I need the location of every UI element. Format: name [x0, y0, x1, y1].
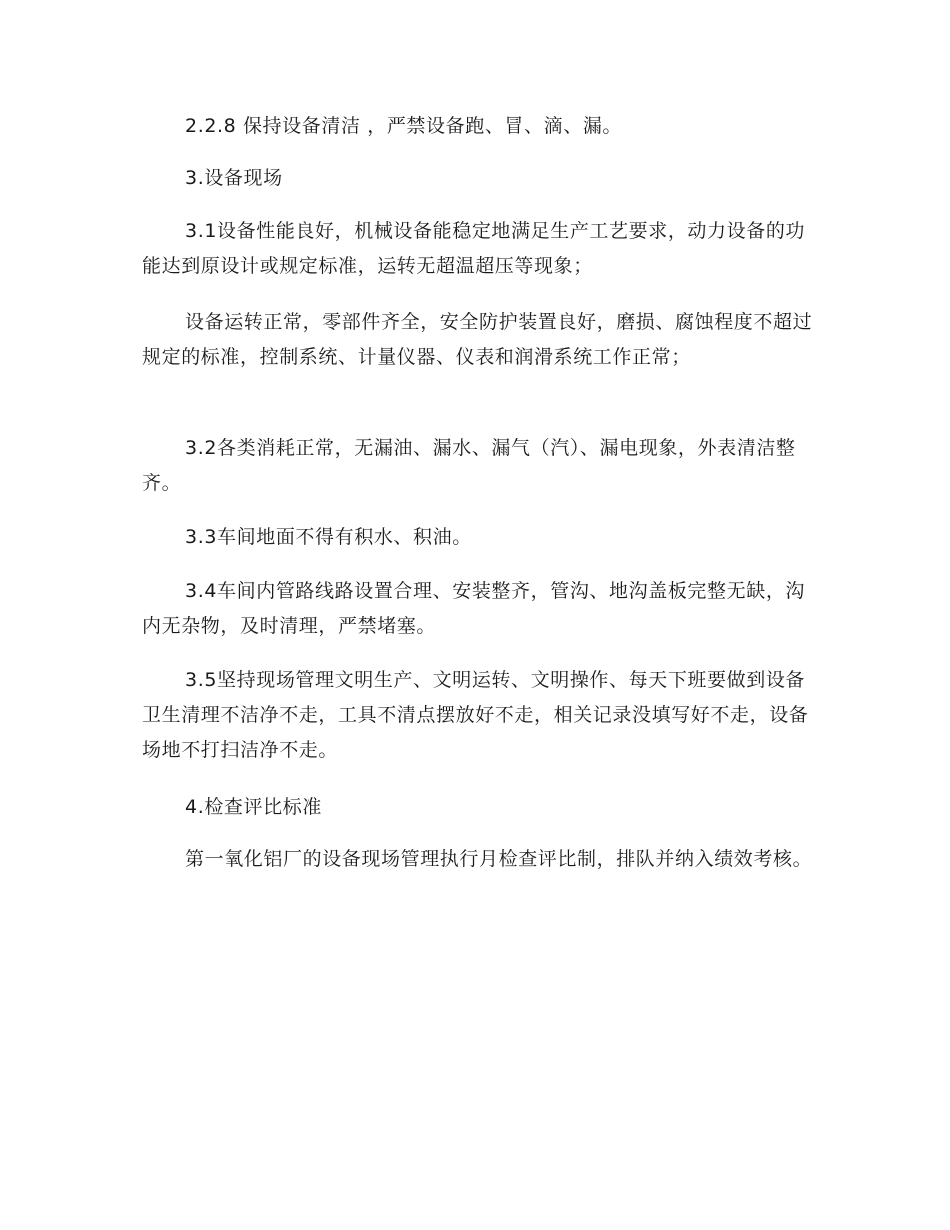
- paragraph-3-1: 3.1设备性能良好，机械设备能稳定地满足生产工艺要求，动力设备的功能达到原设计或规定标准，运转无超温超压等现象；: [142, 220, 806, 277]
- paragraph-evaluation: 第一氧化铝厂的设备现场管理执行月检查评比制，排队并纳入绩效考核。: [185, 848, 813, 870]
- paragraph-3-3: 3.3车间地面不得有积水、积油。: [185, 526, 472, 548]
- section-heading-4: 4.检查评比标准: [185, 796, 322, 818]
- paragraph-3-5: 3.5坚持现场管理文明生产、文明运转、文明操作、每天下班要做到设备卫生清理不洁净不走，工具不清点摆放好不走，相关记录没填写好不走，设备场地不打扫洁净不走。: [142, 669, 809, 761]
- paragraph-3-4: 3.4车间内管路线路设置合理、安装整齐，管沟、地沟盖板完整无缺，沟内无杂物，及时清理，严禁堵塞。: [142, 580, 806, 637]
- paragraph-2-2-8: 2.2.8 保持设备清洁 ，严禁设备跑、冒、滴、漏。: [185, 115, 623, 137]
- section-heading-3: 3.设备现场: [185, 167, 283, 189]
- paragraph-3-2: 3.2各类消耗正常，无漏油、漏水、漏气（汽）、漏电现象，外表清洁整齐。: [142, 437, 796, 494]
- paragraph-equipment-run: 设备运转正常，零部件齐全，安全防护装置良好，磨损、腐蚀程度不超过规定的标准，控制系统、计量仪器、仪表和润滑系统工作正常；: [142, 311, 813, 368]
